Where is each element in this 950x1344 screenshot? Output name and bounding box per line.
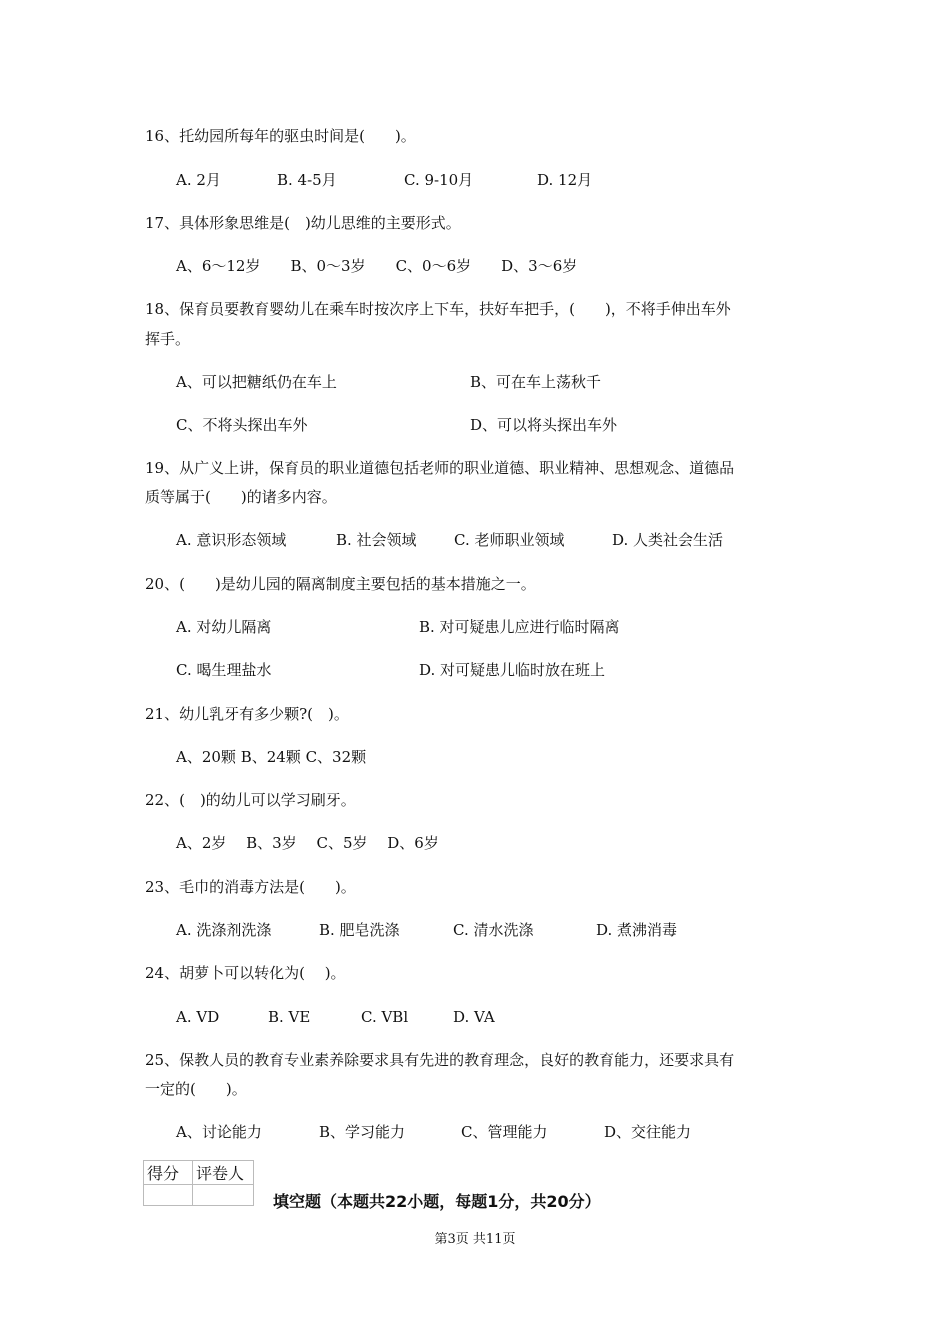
question-18-stem-line1: 18、保育员要教育婴幼儿在乘车时按次序上下车，扶好车把手，( )，不将手伸出车外 [145, 300, 731, 318]
question-22-stem: 22、( )的幼儿可以学习刷牙。 [145, 791, 356, 809]
question-16-option-b: B. 4-5月 [277, 171, 337, 189]
question-19-option-d: D. 人类社会生活 [612, 531, 724, 549]
section-title: 填空题（本题共22小题，每题1分，共20分） [273, 1192, 601, 1211]
question-19-stem-line1: 19、从广义上讲，保育员的职业道德包括老师的职业道德、职业精神、思想观念、道德品 [145, 459, 735, 477]
question-25-stem-line2: 一定的( )。 [145, 1080, 247, 1098]
question-20-option-c: C. 喝生理盐水 [176, 661, 272, 679]
question-23-option-d: D. 煮沸消毒 [596, 921, 678, 939]
question-21-stem: 21、幼儿乳牙有多少颗?( )。 [145, 705, 349, 723]
question-19-option-a: A. 意识形态领域 [176, 531, 287, 549]
question-18-option-b: B、可在车上荡秋千 [470, 373, 602, 391]
question-22-options: A、2岁 B、3岁 C、5岁 D、6岁 [176, 834, 439, 852]
question-18-option-a: A、可以把糖纸仍在车上 [176, 373, 337, 391]
question-20-option-a: A. 对幼儿隔离 [176, 618, 272, 636]
question-23-stem: 23、毛巾的消毒方法是( )。 [145, 878, 356, 896]
question-16-option-d: D. 12月 [537, 171, 593, 189]
question-18-stem-line2: 挥手。 [145, 330, 191, 348]
question-23-option-b: B. 肥皂洗涤 [319, 921, 400, 939]
question-25-option-b: B、学习能力 [319, 1123, 406, 1141]
question-18-option-c: C、不将头探出车外 [176, 416, 308, 434]
score-cell [144, 1185, 193, 1206]
page-footer: 第3页 共11页 [434, 1232, 516, 1247]
question-19-option-b: B. 社会领域 [336, 531, 417, 549]
score-table [143, 1160, 254, 1206]
grader-header: 评卷人 [193, 1161, 254, 1185]
question-23-option-a: A. 洗涤剂洗涤 [176, 921, 272, 939]
question-23-option-c: C. 清水洗涤 [453, 921, 534, 939]
question-21-options: A、20颗 B、24颗 C、32颗 [176, 748, 367, 766]
question-24-option-d: D. VA [453, 1008, 495, 1026]
question-18-option-d: D、可以将头探出车外 [470, 416, 618, 434]
question-25-option-a: A、讨论能力 [176, 1123, 262, 1141]
grader-cell [193, 1185, 254, 1206]
question-16-option-c: C. 9-10月 [404, 171, 474, 189]
question-16-option-a: A. 2月 [176, 171, 221, 189]
question-17-stem: 17、具体形象思维是( )幼儿思维的主要形式。 [145, 214, 461, 232]
question-24-option-b: B. VE [268, 1008, 311, 1026]
question-17-options: A、6～12岁 B、0～3岁 C、0～6岁 D、3～6岁 [176, 257, 578, 275]
question-24-option-a: A. VD [176, 1008, 220, 1026]
question-20-option-d: D. 对可疑患儿临时放在班上 [419, 661, 606, 679]
question-20-stem: 20、( )是幼儿园的隔离制度主要包括的基本措施之一。 [145, 575, 536, 593]
score-header: 得分 [144, 1161, 193, 1185]
question-19-stem-line2: 质等属于( )的诸多内容。 [145, 488, 337, 506]
question-24-option-c: C. VBl [361, 1008, 409, 1026]
question-25-option-c: C、管理能力 [461, 1123, 548, 1141]
question-19-option-c: C. 老师职业领域 [454, 531, 565, 549]
question-25-option-d: D、交往能力 [604, 1123, 692, 1141]
question-25-stem-line1: 25、保教人员的教育专业素养除要求具有先进的教育理念，良好的教育能力，还要求具有 [145, 1051, 735, 1069]
question-20-option-b: B. 对可疑患儿应进行临时隔离 [419, 618, 620, 636]
question-24-stem: 24、胡萝卜可以转化为( )。 [145, 964, 346, 982]
question-16-stem: 16、托幼园所每年的驱虫时间是( )。 [145, 127, 416, 145]
